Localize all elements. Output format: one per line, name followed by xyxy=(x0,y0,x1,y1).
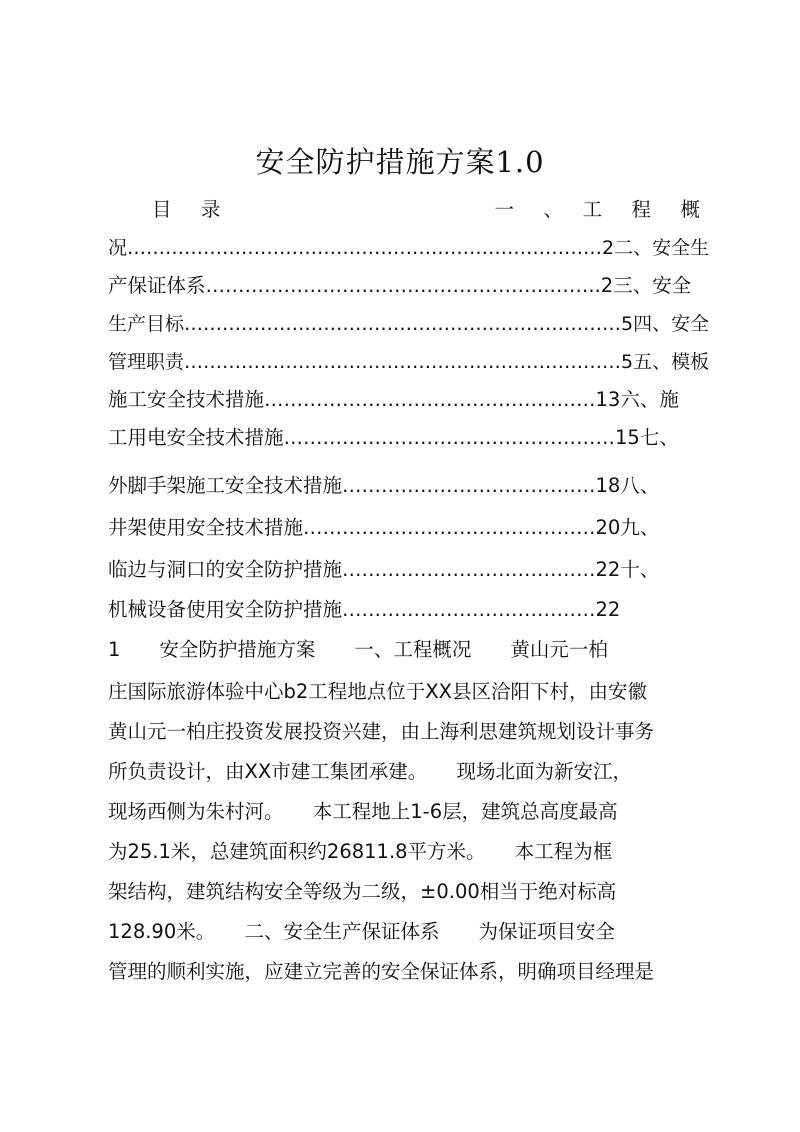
body-line: 架结构，建筑结构安全等级为二级，±0.00相当于绝对标高 xyxy=(108,880,617,903)
toc-line: 况…………………………………………………………………2二、安全生 xyxy=(108,237,710,259)
toc-line: 外脚手架施工安全技术措施…………………………………18八、 xyxy=(108,474,660,497)
body-line: 1 安全防护措施方案 一、工程概况 黄山元一柏 xyxy=(108,638,608,661)
document-title: 安全防护措施方案1.0 xyxy=(255,145,545,179)
body-line: 管理的顺利实施，应建立完善的安全保证体系，明确项目经理是 xyxy=(108,960,655,983)
toc-line: 机械设备使用安全防护措施…………………………………22 xyxy=(108,598,621,621)
body-line: 黄山元一柏庄投资发展投资兴建，由上海利思建筑规划设计事务 xyxy=(108,720,655,743)
toc-line: 工用电安全技术措施……………………………………………15七、 xyxy=(108,426,679,449)
toc-line: 施工安全技术措施……………………………………………13六、施 xyxy=(108,388,679,411)
body-line: 现场西侧为朱村河。 本工程地上1-6层，建筑总高度最高 xyxy=(108,800,618,823)
body-line: 庄国际旅游体验中心b2工程地点位于XX县区洽阳下村，由安徽 xyxy=(108,680,648,703)
toc-line: 临边与洞口的安全防护措施…………………………………22十、 xyxy=(108,558,660,581)
toc-line: 产保证体系……………………………………………..……..2三、安全 xyxy=(108,274,692,297)
body-line: 128.90米。 二、安全生产保证体系 为保证项目安全 xyxy=(108,920,615,943)
toc-line: 生产目标……………………………………………………………5四、安全 xyxy=(108,313,710,335)
body-line: 所负责设计，由XX市建工集团承建。 现场北面为新安江， xyxy=(108,760,632,783)
toc-heading-line: 目 录 一 、 工 程 概 xyxy=(152,198,700,221)
toc-line: 管理职责……………………………………………………………5五、模板 xyxy=(108,351,710,373)
body-line: 为25.1米，总建筑面积约26811.8平方米。 本工程为框 xyxy=(108,840,613,863)
toc-line: 井架使用安全技术措施………………………………………20九、 xyxy=(108,516,660,539)
